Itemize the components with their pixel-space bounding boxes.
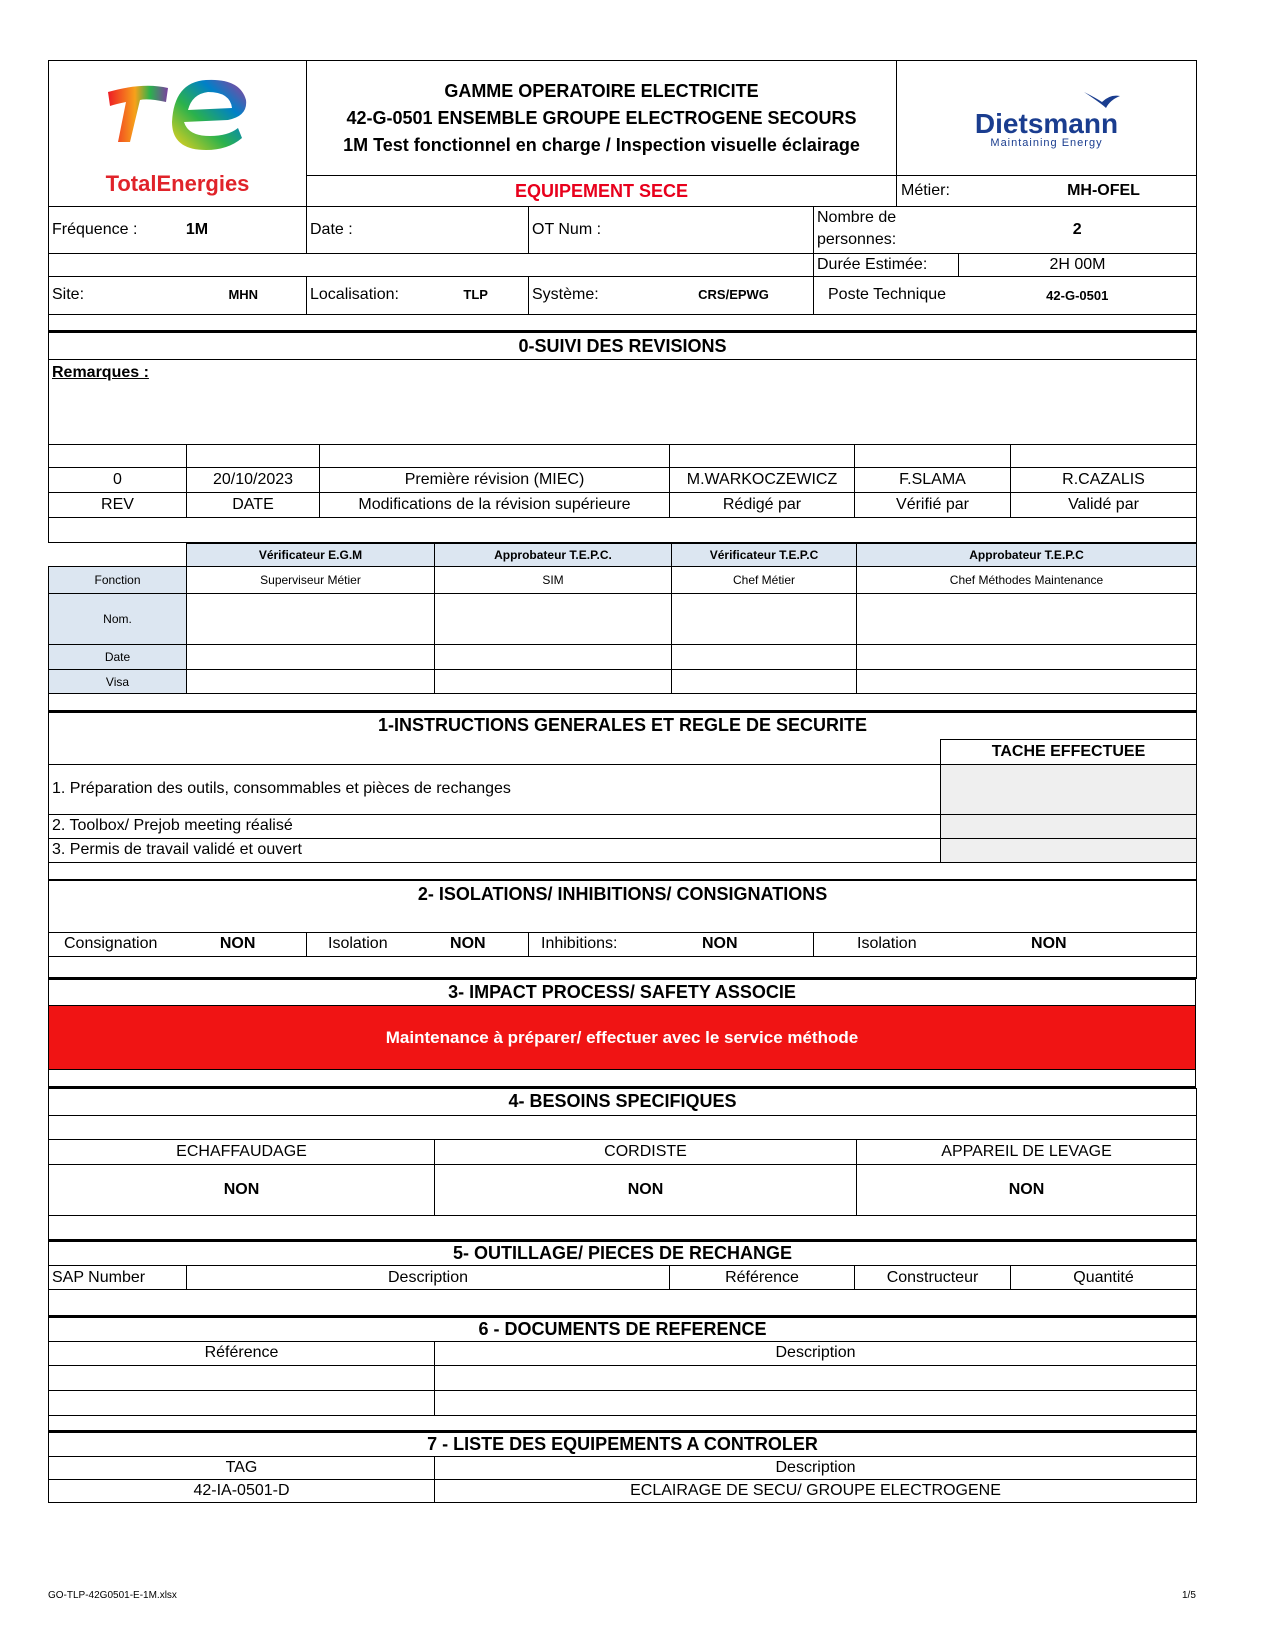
footer-filename: GO-TLP-42G0501-E-1M.xlsx: [48, 1590, 177, 1601]
tache-effectuee-header: TACHE EFFECTUEE: [941, 739, 1197, 764]
site-cell: [49, 276, 307, 314]
constructeur-header: Constructeur: [855, 1266, 1011, 1290]
section-3-table: [48, 979, 1196, 1088]
duree-label: Durée Estimée:: [814, 253, 959, 276]
fonction-2: SIM: [435, 567, 672, 594]
systeme-value: CRS/EPWG: [698, 287, 769, 302]
tache-checkbox-1[interactable]: [941, 764, 1197, 814]
levage-value: NON: [857, 1164, 1197, 1215]
instruction-2: 2. Toolbox/ Prejob meeting réalisé: [49, 814, 941, 838]
equipement-sece: EQUIPEMENT SECE: [307, 176, 897, 207]
localisation-label: Localisation:: [310, 286, 399, 303]
tag-header: TAG: [49, 1457, 435, 1480]
metier-cell: [897, 176, 1197, 207]
cordiste-label: CORDISTE: [435, 1139, 857, 1164]
inhibitions-cell: [529, 932, 814, 956]
section-0-title: 0-SUIVI DES REVISIONS: [49, 333, 1197, 360]
section-6-table: [48, 1317, 1197, 1433]
echafaudage-label: ECHAFFAUDAGE: [49, 1139, 435, 1164]
title-line-3: 1M Test fonctionnel en charge / Inspection visuelle éclairage: [343, 134, 860, 155]
echafaudage-value: NON: [49, 1164, 435, 1215]
equipment-tag: 42-IA-0501-D: [49, 1480, 435, 1503]
frequence-cell: [49, 207, 307, 253]
instruction-3: 3. Permis de travail validé et ouvert: [49, 838, 941, 862]
tache-checkbox-3[interactable]: [941, 838, 1197, 862]
section-5-title: 5- OUTILLAGE/ PIECES DE RECHANGE: [49, 1242, 1197, 1266]
metier-value: MH-OFEL: [1067, 182, 1140, 199]
totalenergies-logo-text: TotalEnergies: [105, 171, 250, 196]
section-2-title: 2- ISOLATIONS/ INHIBITIONS/ CONSIGNATIONS: [49, 880, 1197, 932]
isolation2-label: Isolation: [857, 935, 917, 952]
section-4-table: [48, 1088, 1197, 1242]
totalenergies-logo: [49, 61, 307, 207]
rev-modification: Première révision (MIEC): [320, 468, 670, 493]
doc-reference-header: Référence: [49, 1341, 435, 1365]
rev-valide: R.CAZALIS: [1011, 468, 1197, 493]
section-6-title: 6 - DOCUMENTS DE REFERENCE: [49, 1317, 1197, 1341]
localisation-value: TLP: [463, 287, 488, 302]
modification-header: Modifications de la révision supérieure: [320, 493, 670, 518]
revision-header-row: [49, 493, 1197, 518]
duree-value: 2H 00M: [959, 253, 1197, 276]
equipment-description-header: Description: [435, 1457, 1197, 1480]
approvals-table: [48, 543, 1197, 712]
nb-personnes-label: Nombre de personnes:: [814, 207, 959, 253]
dietsmann-logo-text: Dietsmann: [974, 107, 1119, 139]
revision-row: [49, 468, 1197, 493]
isolation-label: Isolation: [328, 935, 388, 952]
fonction-3: Chef Métier: [672, 567, 857, 594]
date-label: Date :: [307, 207, 529, 253]
frequence-label: Fréquence :: [52, 220, 138, 238]
valide-header: Validé par: [1011, 493, 1197, 518]
localisation-cell: [307, 276, 529, 314]
section-4-title: 4- BESOINS SPECIFIQUES: [49, 1088, 1197, 1115]
document-title: [307, 61, 897, 176]
remarques-label: Remarques :: [52, 364, 149, 381]
ot-label: OT Num :: [529, 207, 814, 253]
visa-label: Visa: [49, 670, 187, 694]
footer-page-number: 1/5: [1182, 1590, 1196, 1601]
site-label: Site:: [52, 286, 85, 303]
verifie-header: Vérifié par: [855, 493, 1011, 518]
tools-description-header: Description: [187, 1266, 670, 1290]
section-2-table: [48, 880, 1197, 980]
fonction-label: Fonction: [49, 567, 187, 594]
remarques-cell: [49, 360, 1197, 445]
rev-header: REV: [49, 493, 187, 518]
dietsmann-tagline: Maintaining Energy: [990, 136, 1103, 149]
quantite-header: Quantité: [1011, 1266, 1197, 1290]
totalenergies-logo-icon: [88, 70, 268, 180]
rev-date: 20/10/2023: [187, 468, 320, 493]
dietsmann-logo: [897, 61, 1197, 176]
isolation-value: NON: [450, 935, 486, 952]
tools-reference-header: Référence: [670, 1266, 855, 1290]
section-1-table: [48, 712, 1197, 880]
approval-col-1: Vérificateur E.G.M: [187, 544, 435, 567]
isolation2-value: NON: [1031, 935, 1067, 952]
date-approval-label: Date: [49, 645, 187, 670]
poste-label: Poste Technique: [814, 276, 959, 314]
impact-banner: Maintenance à préparer/ effectuer avec le service méthode: [49, 1006, 1196, 1070]
info-table: [48, 207, 1197, 332]
redige-header: Rédigé par: [670, 493, 855, 518]
sap-number-header: SAP Number: [49, 1266, 187, 1290]
title-line-1: GAMME OPERATOIRE ELECTRICITE: [444, 80, 759, 101]
isolation2-cell: [814, 932, 1197, 956]
header-table: [48, 60, 1197, 207]
approval-col-2: Approbateur T.E.P.C.: [435, 544, 672, 567]
approval-col-4: Approbateur T.E.P.C: [857, 544, 1197, 567]
section-5-table: [48, 1241, 1197, 1317]
date-header: DATE: [187, 493, 320, 518]
inhibitions-label: Inhibitions:: [541, 935, 618, 952]
section-7-table: [48, 1432, 1197, 1503]
systeme-cell: [529, 276, 814, 314]
nom-label: Nom.: [49, 594, 187, 645]
fonction-1: Superviseur Métier: [187, 567, 435, 594]
systeme-label: Système:: [532, 286, 599, 303]
consignation-label: Consignation: [64, 935, 158, 952]
instruction-1: 1. Préparation des outils, consommables et pièces de rechanges: [49, 764, 941, 814]
cordiste-value: NON: [435, 1164, 857, 1215]
section-1-title: 1-INSTRUCTIONS GENERALES ET REGLE DE SECURITE: [49, 712, 1197, 739]
fonction-4: Chef Méthodes Maintenance: [857, 567, 1197, 594]
frequence-value: 1M: [185, 220, 209, 238]
doc-description-header: Description: [435, 1341, 1197, 1365]
equipment-description: ECLAIRAGE DE SECU/ GROUPE ELECTROGENE: [435, 1480, 1197, 1503]
rev-verifie: F.SLAMA: [855, 468, 1011, 493]
title-line-2: 42-G-0501 ENSEMBLE GROUPE ELECTROGENE SECOURS: [346, 107, 857, 128]
section-7-title: 7 - LISTE DES EQUIPEMENTS A CONTROLER: [49, 1433, 1197, 1457]
poste-value: 42-G-0501: [959, 276, 1197, 314]
section-3-title: 3- IMPACT PROCESS/ SAFETY ASSOCIE: [49, 980, 1196, 1006]
table-row: [49, 1480, 1197, 1503]
consignation-value: NON: [219, 935, 256, 952]
document-page: [48, 60, 1196, 1503]
tache-checkbox-2[interactable]: [941, 814, 1197, 838]
consignation-cell: [49, 932, 307, 956]
nb-personnes-value: 2: [959, 207, 1197, 253]
metier-label: Métier:: [901, 182, 950, 199]
isolation-cell: [307, 932, 529, 956]
inhibitions-value: NON: [701, 935, 738, 952]
rev-redige: M.WARKOCZEWICZ: [670, 468, 855, 493]
approval-col-3: Vérificateur T.E.P.C: [672, 544, 857, 567]
revisions-table: [48, 332, 1197, 543]
site-value: MHN: [228, 287, 259, 302]
rev-number: 0: [49, 468, 187, 493]
levage-label: APPAREIL DE LEVAGE: [857, 1139, 1197, 1164]
